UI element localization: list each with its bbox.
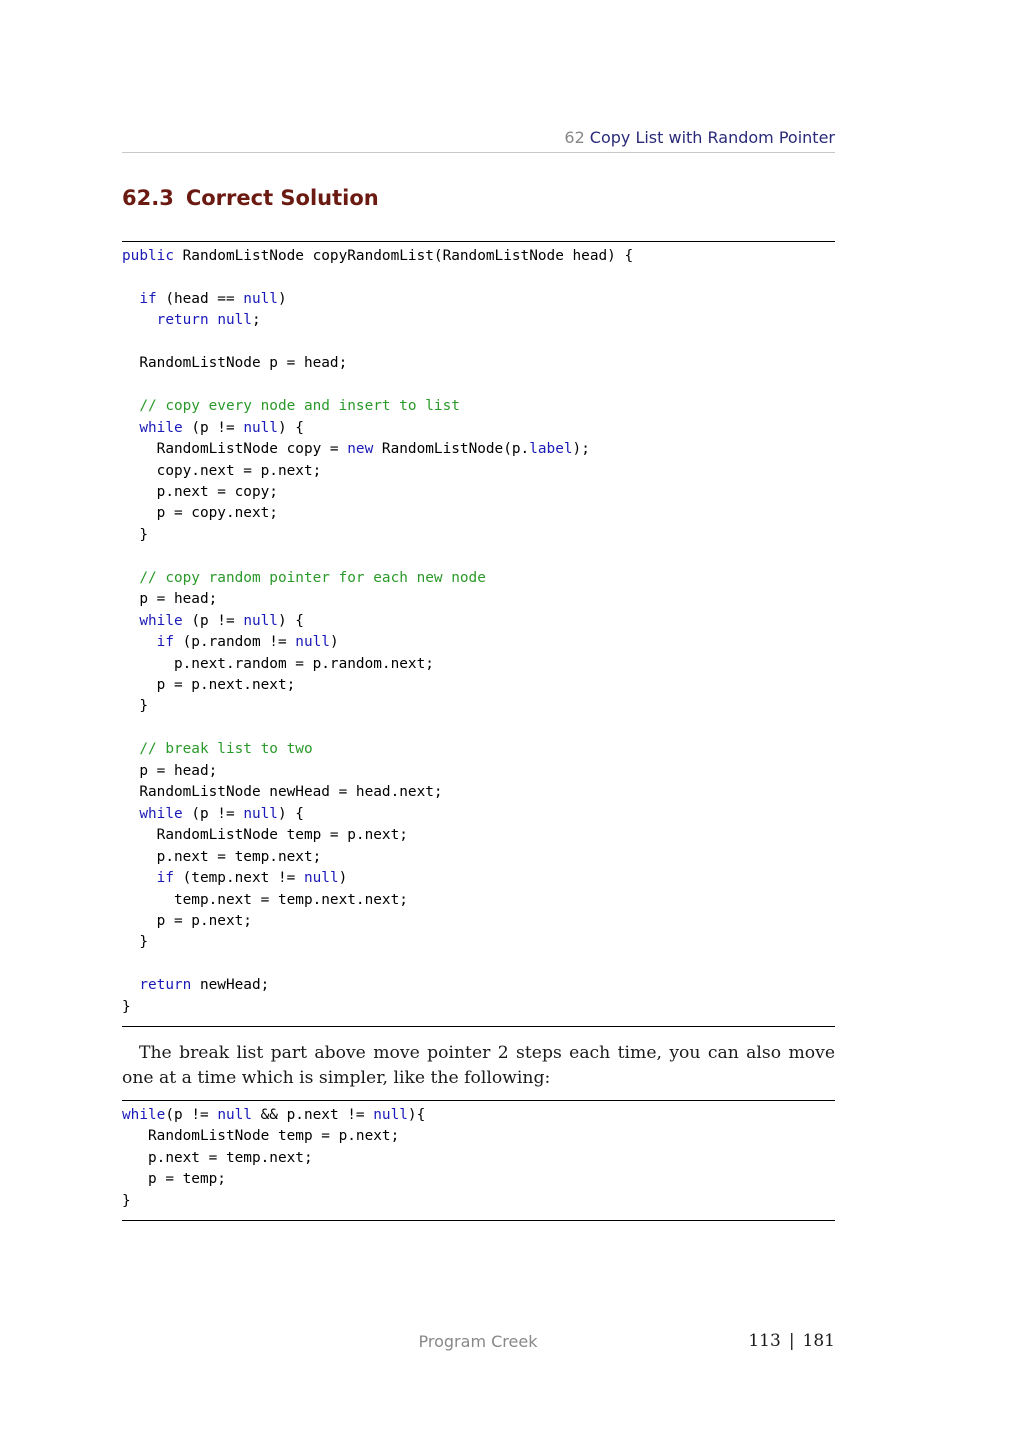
code-line [122,1126,399,1146]
code-line [122,825,408,845]
code-text [122,870,157,886]
code-line [122,525,148,545]
code-keyword: null [303,870,339,887]
code-text: (p.random != [173,634,296,651]
chapter-title: Copy List with Random Pointer [589,128,835,147]
code-text: ) [277,290,287,307]
code-text: (p != [182,419,244,436]
code-line [122,353,347,373]
body-paragraph: The break list part above move pointer 2 steps each time, you can also move one at a time which is simpler, like the following: [122,1043,835,1088]
code-text: ) [329,634,339,651]
code-text: } [122,698,148,715]
section-number: 62.3 [122,186,174,210]
code-keyword: if [156,634,174,651]
code-keyword: null [295,634,330,651]
code-text: p.next = copy; [122,483,278,500]
code-listing-alternative [122,1100,835,1221]
code-line [122,482,278,502]
code-line [122,932,148,952]
code-text: newHead; [191,977,270,994]
code-line [122,503,278,523]
code-text: (head == [156,290,244,307]
code-text: p.next.random = p.random.next; [122,655,434,672]
page-separator: | [788,1331,795,1351]
code-line [122,246,633,266]
code-text: ; [251,312,261,329]
code-line [122,1191,131,1211]
code-line [122,675,295,695]
code-text [122,977,139,993]
code-text: ) { [277,612,304,629]
code-text [122,570,139,586]
code-line [122,611,304,631]
code-line [122,911,252,931]
code-text: copy.next = p.next; [122,462,322,479]
code-text: p = p.next.next; [122,677,296,693]
code-line [122,589,217,609]
code-line [122,975,269,995]
code-text: ) [338,870,348,887]
code-text: p = temp; [122,1171,226,1188]
code-keyword: new [347,441,374,458]
running-header [122,128,835,153]
code-text: p.next = temp.next; [122,848,322,865]
code-text [122,420,139,436]
page-current: 113 [748,1331,781,1351]
code-line [122,761,217,781]
footer-source: Program Creek [418,1332,538,1351]
code-keyword: null [217,1107,252,1123]
code-comment: // break list to two [139,741,313,758]
code-keyword: return [139,977,192,994]
code-line [122,568,486,588]
code-text: RandomListNode copyRandomList(RandomListNode head) { [173,248,634,264]
code-line [122,289,287,309]
code-keyword: while [139,419,183,436]
code-text: ); [572,441,590,458]
code-text: (temp.next != [173,870,304,887]
code-text: (p != [165,1107,218,1123]
code-text: && p.next != [251,1107,374,1123]
code-text: } [122,1192,131,1209]
code-text [209,312,218,328]
code-text: ) { [277,805,304,822]
code-text: RandomListNode p = head; [122,355,348,372]
code-text [122,634,157,650]
page-total: 181 [802,1331,835,1351]
code-comment: // copy random pointer for each new node [139,569,486,586]
code-keyword: if [139,290,157,307]
section-heading [122,184,379,212]
code-keyword: null [243,290,278,307]
code-line [122,696,148,716]
code-text: p = head; [122,591,218,608]
code-line [122,310,261,330]
code-line [122,654,434,674]
code-line [122,739,313,759]
code-keyword: null [373,1107,408,1123]
code-text: temp.next = temp.next.next; [122,891,408,908]
code-line [122,461,321,481]
code-line [122,804,304,824]
code-text: RandomListNode newHead = head.next; [122,784,443,801]
section-title: Correct Solution [185,186,379,210]
code-line [122,890,408,910]
code-text: p = p.next; [122,912,252,929]
code-text: } [122,934,148,951]
code-text [122,806,139,822]
page-number [700,1331,835,1351]
code-keyword: return [156,312,209,329]
code-text [122,398,139,414]
code-keyword: while [139,612,183,629]
code-keyword: while [122,1107,166,1123]
code-line [122,1105,425,1125]
code-keyword: while [139,805,183,822]
code-text [122,291,139,307]
code-text: ){ [407,1107,426,1123]
code-text: RandomListNode(p. [373,441,530,458]
code-line [122,997,131,1017]
code-text: RandomListNode temp = p.next; [122,1128,400,1145]
code-listing-main [122,241,835,1027]
code-line [122,782,443,802]
code-line [122,396,460,416]
code-text: p = head; [122,762,218,779]
code-keyword: if [156,870,174,887]
code-text [122,613,139,629]
code-keyword: label [529,441,573,458]
code-line [122,1169,226,1189]
code-text: (p != [182,612,244,629]
code-text: ) { [277,419,304,436]
code-keyword: null [243,419,278,436]
code-text [122,312,157,328]
chapter-number: 62 [564,128,585,147]
code-line [122,868,347,888]
code-text: (p != [182,805,244,822]
code-text: RandomListNode copy = [122,441,348,458]
code-line [122,1148,313,1168]
code-line [122,632,339,652]
code-line [122,439,590,459]
code-keyword: null [217,312,252,329]
code-keyword: null [243,612,278,629]
code-text [122,741,139,757]
code-keyword: public [122,248,174,264]
code-text: RandomListNode temp = p.next; [122,827,408,844]
code-keyword: null [243,805,278,822]
code-line [122,418,304,438]
code-text: p.next = temp.next; [122,1149,313,1166]
code-comment: // copy every node and insert to list [139,398,460,415]
code-text: } [122,998,131,1015]
code-text: } [122,526,148,543]
code-text: p = copy.next; [122,505,278,522]
code-line [122,847,321,867]
